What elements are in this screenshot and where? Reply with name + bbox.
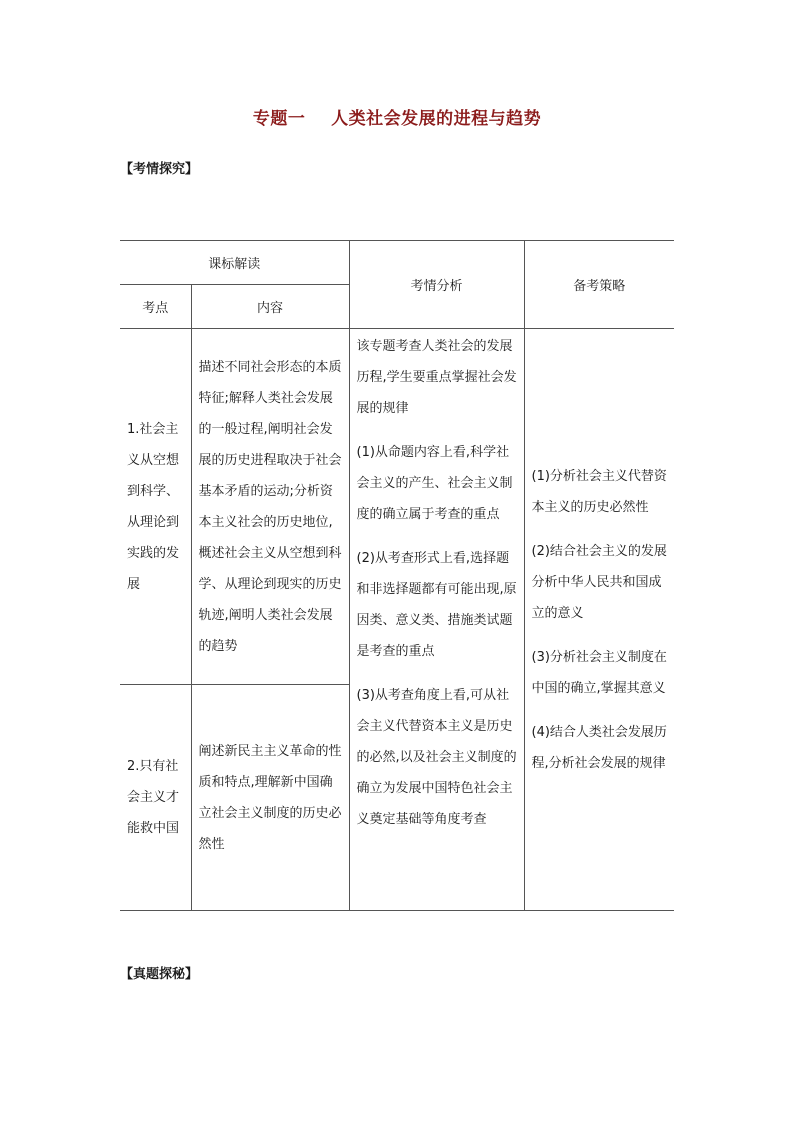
- analysis-paragraph: (2)从考查形式上看,选择题和非选择题都有可能出现,原因类、意义类、措施类试题是考查的重点: [356, 551, 517, 659]
- header-analysis: 考情分析: [349, 241, 524, 329]
- table-row: [120, 329, 674, 685]
- header-content: 内容: [191, 285, 349, 329]
- table-header-row: [120, 241, 674, 285]
- strategy-cell: [524, 329, 674, 911]
- exam-analysis-table: [120, 240, 674, 911]
- content-1: 描述不同社会形态的本质特征;解释人类社会发展的一般过程,阐明社会发展的历史进程取决于社会基本矛盾的运动;分析资本主义社会的历史地位,概述社会主义从空想到科学、从理论到现实的历史轨迹,阐明人类社会发展的趋势: [198, 359, 342, 654]
- page-title: 专题一 人类社会发展的进程与趋势: [252, 109, 542, 129]
- content-cell: [191, 329, 349, 685]
- exam-point-1: 1.社会主义从空想到科学、从理论到实践的发展: [127, 421, 180, 592]
- analysis-paragraph: (1)从命题内容上看,科学社会主义的产生、社会主义制度的确立属于考查的重点: [356, 445, 513, 522]
- strategy-paragraph: (1)分析社会主义代替资本主义的历史必然性: [531, 468, 667, 515]
- analysis-paragraph: 该专题考查人类社会的发展历程,学生要重点掌握社会发展的规律: [356, 339, 517, 416]
- exam-point-cell: [120, 685, 191, 911]
- section-heading-exam-analysis: 【考情探究】: [120, 162, 199, 177]
- exam-point-2: 2.只有社会主义才能救中国: [127, 759, 180, 836]
- content-cell: [191, 685, 349, 911]
- content-2: 阐述新民主主义革命的性质和特点,理解新中国确立社会主义制度的历史必然性: [198, 743, 342, 852]
- section-heading-real-questions: 【真题探秘】: [120, 967, 199, 982]
- header-curriculum: 课标解读: [120, 241, 349, 285]
- header-strategy: 备考策略: [524, 241, 674, 329]
- analysis-cell: [349, 329, 524, 911]
- strategy-paragraph: (3)分析社会主义制度在中国的确立,掌握其意义: [531, 649, 667, 696]
- exam-point-cell: [120, 329, 191, 685]
- analysis-paragraph: (3)从考查角度上看,可从社会主义代替资本主义是历史的必然,以及社会主义制度的确立为发展中国特色社会主义奠定基础等角度考查: [356, 688, 517, 827]
- header-point: 考点: [120, 285, 191, 329]
- strategy-paragraph: (2)结合社会主义的发展分析中华人民共和国成立的意义: [531, 543, 667, 621]
- strategy-paragraph: (4)结合人类社会发展历程,分析社会发展的规律: [531, 724, 667, 771]
